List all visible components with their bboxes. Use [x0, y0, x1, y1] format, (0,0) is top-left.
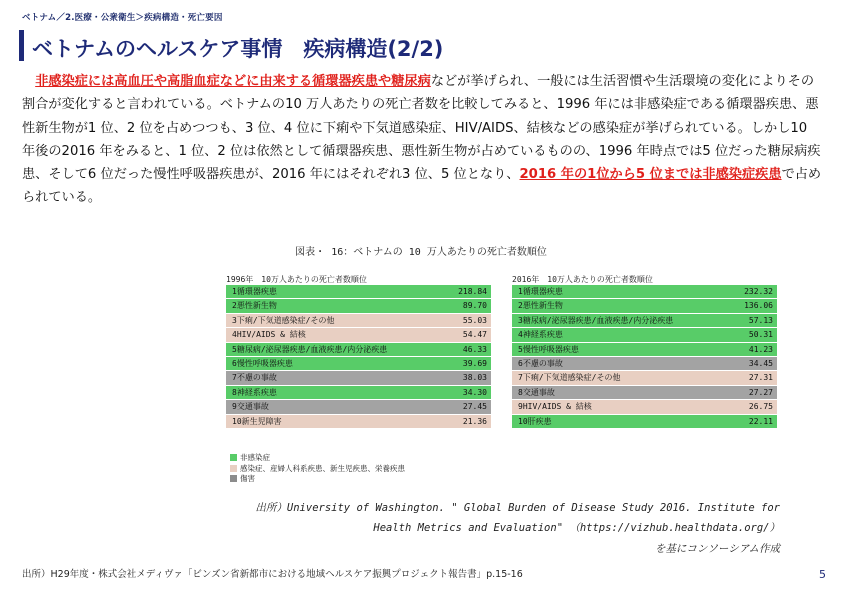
table-row [512, 285, 777, 299]
row-value: 27.31 [748, 373, 773, 383]
breadcrumb: ベトナム／2.医療・公衆衛生＞疾病構造・死亡要因 [22, 13, 223, 23]
table-row [226, 415, 491, 429]
legend-item-infectious [230, 464, 405, 475]
row-value: 27.27 [748, 387, 773, 397]
row-label: 7下痢/下気道感染症/その他 [518, 373, 621, 383]
row-value: 34.45 [748, 358, 773, 368]
row-label: 7不慮の事故 [232, 373, 277, 383]
table-row [512, 357, 777, 371]
row-label: 2悪性新生物 [518, 301, 563, 311]
table-row [512, 343, 777, 357]
page-title: ベトナムのヘルスケア事情 疾病構造(2/2) [32, 37, 444, 61]
row-value: 21.36 [462, 416, 487, 426]
table-row [226, 285, 491, 299]
row-label: 6慢性呼吸器疾患 [232, 358, 293, 368]
body-text-part1: などが挙げられ、一般には生活習慣や生活環境の変化によりその割合が変化すると言われている。ベトナムの10 万人あたりの死亡者数を比較してみると、1996 年には非感染症である循環器疾患、悪性新生物が1 位、2 位を占めつつも、3 位、4 位に下痢や下気道感染症、HIV/AIDS、結核などの感染症が挙げられている。しかし10 年後の2016 年をみると、1 位、2 位は依然として循環器疾患、悪性新生物が占めているものの、1996 年時点では5 位だった糖尿病疾患、そして6 位だった慢性呼吸器疾患が、2016 年にはそれぞれ3 位、5 位となり、 [22, 74, 821, 183]
legend-swatch [230, 454, 237, 461]
row-label: 3下痢/下気道感染症/その他 [232, 315, 335, 325]
row-value: 55.03 [462, 315, 487, 325]
table-row [512, 314, 777, 328]
table-row [226, 400, 491, 414]
page-number: 5 [819, 568, 826, 581]
table-row [226, 299, 491, 313]
row-value: 232.32 [744, 287, 773, 296]
figure-source-line1: 出所）University of Washington. " Global Burden of Disease Study 2016. Institute for [255, 502, 780, 514]
table-row [512, 400, 777, 414]
highlight-2016-ncd: 2016 年の1位から5 位までは非感染症疾患 [519, 167, 782, 183]
row-label: 4HIV/AIDS & 結核 [232, 330, 306, 340]
legend-swatch [230, 475, 237, 482]
title-accent-bar [19, 30, 24, 61]
row-value: 34.30 [462, 387, 487, 397]
row-label: 9HIV/AIDS & 結核 [518, 402, 592, 412]
legend-swatch [230, 465, 237, 472]
table-row [226, 371, 491, 385]
row-label: 5糖尿病/泌尿器疾患/血液疾患/内分泌疾患 [232, 344, 388, 354]
row-value: 41.23 [748, 344, 773, 354]
table-row [512, 371, 777, 385]
row-label: 2悪性新生物 [232, 301, 277, 311]
row-value: 39.69 [462, 358, 487, 368]
row-value: 136.06 [744, 301, 773, 311]
body-paragraph [22, 70, 822, 210]
row-value: 46.33 [462, 344, 487, 354]
body-text-part2: で占められている。 [22, 167, 822, 206]
legend-label: 非感染症 [240, 453, 270, 462]
row-value: 26.75 [748, 402, 773, 412]
table-rows-1996 [226, 285, 491, 429]
row-label: 8交通事故 [518, 387, 555, 397]
table-row [226, 328, 491, 342]
legend-label: 感染症、産婦人科系疾患、新生児疾患、栄養疾患 [240, 463, 405, 473]
table-row [226, 357, 491, 371]
figure-source-line3: を基にコンソーシアム作成 [654, 543, 780, 555]
row-value: 50.31 [748, 330, 773, 340]
ranking-table-2016 [512, 274, 777, 429]
table-header-2016: 2016年 10万人あたりの死亡者数順位 [512, 275, 653, 284]
legend-label: 傷害 [240, 474, 255, 483]
footer-source: 出所）H29年度・株式会社メディヴァ「ビンズン省新都市における地域ヘルスケア振興プロジェクト報告書」p.15-16 [22, 569, 523, 580]
figure-source-line2: Health Metrics and Evaluation" （https://vizhub.healthdata.org/） [373, 522, 780, 534]
row-value: 27.45 [462, 402, 487, 412]
ranking-table-1996 [226, 274, 491, 429]
row-label: 1循環器疾患 [232, 287, 277, 296]
row-label: 8神経系疾患 [232, 387, 277, 397]
row-label: 1循環器疾患 [518, 287, 563, 296]
row-value: 38.03 [462, 373, 487, 383]
table-header-1996: 1996年 10万人あたりの死亡者数順位 [226, 275, 367, 284]
table-row [512, 415, 777, 429]
row-value: 218.84 [458, 287, 487, 296]
row-value: 54.47 [462, 330, 487, 340]
row-value: 22.11 [748, 416, 773, 426]
row-value: 57.13 [748, 315, 773, 325]
table-row [512, 386, 777, 400]
figure-legend [230, 453, 405, 485]
row-value: 89.70 [462, 301, 487, 311]
table-row [226, 343, 491, 357]
table-row [512, 299, 777, 313]
row-label: 9交通事故 [232, 402, 269, 412]
table-row [226, 386, 491, 400]
table-row [226, 314, 491, 328]
table-rows-2016 [512, 285, 777, 429]
row-label: 10肝疾患 [518, 416, 552, 426]
row-label: 6不慮の事故 [518, 358, 563, 368]
row-label: 10新生児障害 [232, 416, 282, 426]
row-label: 3糖尿病/泌尿器疾患/血液疾患/内分泌疾患 [518, 315, 674, 325]
legend-item-ncd [230, 453, 405, 464]
table-row [512, 328, 777, 342]
figure-title: 図表・ 16：ベトナムの 10 万人あたりの死亡者数順位 [295, 247, 547, 258]
highlight-ncd-causes: 非感染症には高血圧や高脂血症などに由来する循環器疾患や糖尿病 [35, 74, 431, 89]
row-label: 4神経系疾患 [518, 330, 563, 340]
row-label: 5慢性呼吸器疾患 [518, 344, 579, 354]
legend-item-injury [230, 474, 405, 485]
